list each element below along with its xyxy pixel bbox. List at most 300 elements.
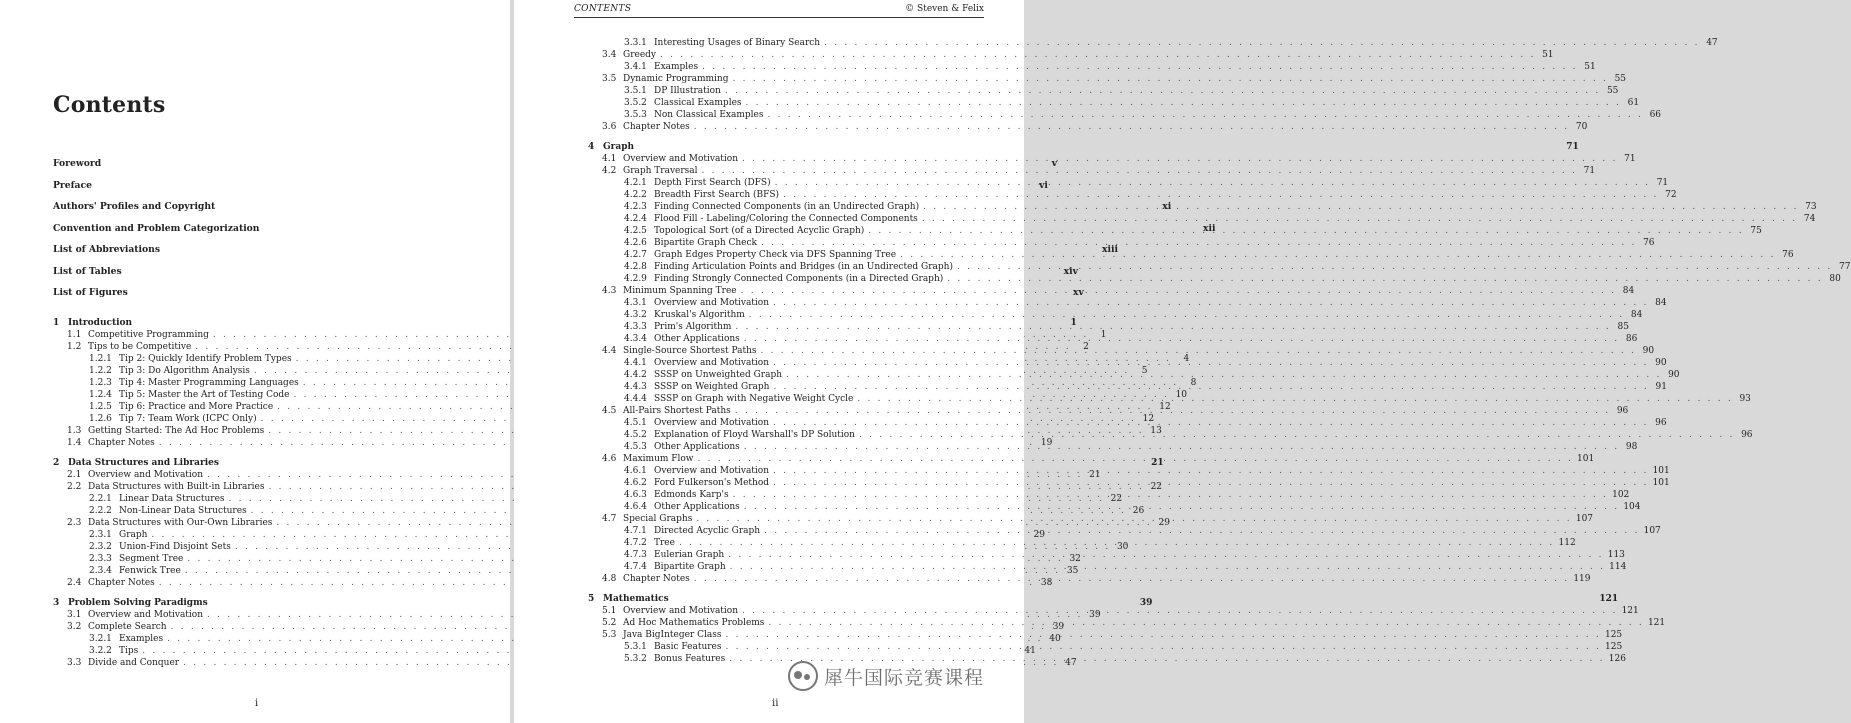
entry-number: 4.2.6 [624,238,647,248]
leader-dots [744,441,1620,453]
leader-dots [733,489,1609,501]
entry-page-number: 47 [1706,38,1718,48]
entry-page-number: 1 [1100,329,1107,340]
entry-number: 2.2.1 [89,493,112,504]
entry-title: Overview and Motivation [654,418,770,428]
entry-page-number: 84 [1622,286,1635,296]
toc-entry[interactable] [588,309,1643,321]
toc-entry[interactable] [588,297,1667,309]
entry-number: 4.4.1 [624,358,647,368]
entry-title: Interesting Usages of Binary Search [654,38,821,48]
entry-number: 1.3 [67,425,82,436]
entry-page-number: xv [1072,287,1084,298]
leader-dots [742,605,1618,617]
toc-entry[interactable] [588,61,1596,73]
leader-dots [694,121,1570,133]
toc-entry[interactable] [588,97,1640,109]
leader-dots [859,429,1735,441]
leader-dots [702,61,1578,73]
entry-page-number: 51 [1584,62,1596,72]
entry-page-number: 72 [1665,190,1677,200]
leader-dots [728,549,1604,561]
entry-title: Tip 3: Do Algorithm Analysis [119,365,250,376]
watermark-text: 犀牛国际竞赛课程 [823,666,984,689]
toc-entry[interactable] [588,237,1655,249]
entry-page-number: xiv [1063,265,1078,277]
entry-title: Tips [119,645,139,656]
entry-page-number: 119 [1573,574,1591,584]
entry-number: 2.3.4 [89,565,112,576]
entry-title: Bipartite Graph [654,562,726,572]
leader-dots [698,453,1574,465]
entry-page-number: 5 [1141,365,1148,376]
entry-title: Overview and Motivation [623,154,739,164]
leader-dots [660,49,1536,61]
entry-number: 1.2.5 [89,401,112,412]
entry-number: 2.4 [67,577,82,588]
entry-title: Segment Tree [119,553,184,564]
entry-title: Other Applications [654,442,740,452]
entry-page-number: 4 [1183,353,1190,364]
entry-number: 1.2.1 [89,353,112,364]
entry-number: 5.2 [602,618,617,628]
entry-number: 4.6.1 [624,466,647,476]
entry-page-number: 21 [1151,457,1164,468]
entry-page-number: 96 [1741,430,1753,440]
leader-dots [735,321,1611,333]
entry-number: 5.1 [602,606,617,616]
entry-page-number: 71 [1624,154,1636,164]
toc-entry[interactable] [588,273,1841,285]
entry-title: Fenwick Tree [119,565,181,576]
entry-title: Linear Data Structures [119,493,225,504]
leader-dots [773,297,1649,309]
leader-dots [900,249,1776,261]
entry-title: List of Tables [53,265,122,277]
entry-title: Directed Acyclic Graph [654,526,761,536]
entry-number: 4.8 [602,574,617,584]
toc-entry[interactable] [588,369,1680,381]
entry-page-number: 22 [1110,493,1123,504]
entry-number: 4.6.2 [624,478,647,488]
entry-title: All-Pairs Shortest Paths [623,406,731,416]
entry-title: Data Structures and Libraries [68,457,219,468]
entry-number: 2.3.2 [89,541,112,552]
entry-title: Overview and Motivation [623,606,739,616]
entry-title: Classical Examples [654,98,742,108]
entry-number: 1.4 [67,437,82,448]
entry-page-number: 55 [1614,74,1627,84]
entry-title: Overview and Motivation [88,469,204,480]
entry-page-number: 101 [1577,454,1595,464]
leader-dots [702,165,1578,177]
entry-title: Prim's Algorithm [654,322,732,332]
entry-title: Tip 4: Master Programming Languages [119,377,299,388]
leader-dots [742,153,1618,165]
entry-title: Ad Hoc Mathematics Problems [623,618,765,628]
entry-title: Breadth First Search (BFS) [654,190,780,200]
entry-number: 3.4 [602,50,617,60]
entry-number: 3.2.2 [89,645,112,656]
entry-number: 2 [53,457,60,468]
leader-dots [735,405,1611,417]
toc-entry[interactable] [588,213,1816,225]
entry-page-number: 76 [1782,250,1794,260]
entry-page-number: 101 [1652,466,1670,476]
entry-number: 4.2.4 [624,214,647,224]
toc-entry[interactable] [588,37,1718,49]
entry-number: 2.2 [67,481,82,492]
entry-title: Authors' Profiles and Copyright [53,201,216,212]
entry-number: 3.6 [602,122,617,132]
entry-title: Overview and Motivation [654,298,770,308]
entry-page-number: 39 [1139,597,1153,608]
entry-title: Chapter Notes [623,122,690,132]
entry-page-number: 80 [1829,274,1841,284]
entry-page-number: 75 [1750,226,1762,236]
leader-dots [773,477,1649,489]
entry-page-number: 77 [1839,262,1851,272]
entry-page-number: 113 [1607,550,1625,560]
wechat-icon [788,661,818,691]
leader-dots [857,393,1733,405]
entry-title: Kruskal's Algorithm [654,310,745,320]
entry-number: 4 [588,142,595,152]
entry-page-number: 112 [1558,538,1576,548]
leader-dots [761,237,1637,249]
entry-title: Tips to be Competitive [88,341,192,352]
entry-page-number: 35 [1066,565,1079,576]
entry-page-number: 66 [1649,110,1662,120]
entry-number: 3.3.1 [624,38,647,48]
entry-page-number: 85 [1617,322,1629,332]
toc-entry[interactable] [588,85,1619,97]
entry-title: Bonus Features [654,654,726,664]
leader-dots [679,537,1555,549]
leader-dots [725,629,1601,641]
entry-number: 5.3.1 [624,642,647,652]
entry-number: 1.2.2 [89,365,112,376]
entry-page-number: xii [1203,222,1216,234]
leader-dots [764,525,1640,537]
entry-title: Non Classical Examples [654,110,764,120]
entry-title: Finding Connected Components (in an Undirected Graph) [654,202,920,212]
entry-page-number: 29 [1033,529,1045,540]
entry-title: Java BigInteger Class [623,630,722,640]
entry-page-number: 21 [1089,469,1101,480]
leader-dots [922,213,1798,225]
leader-dots [749,309,1625,321]
toc-entry[interactable] [588,109,1662,121]
entry-number: 4.6 [602,454,617,464]
entry-number: 3.2.1 [89,633,112,644]
toc-entry[interactable] [588,73,1627,85]
leader-dots [773,381,1649,393]
leader-dots [773,465,1649,477]
toc-entry[interactable] [588,333,1638,345]
toc-entry[interactable] [588,141,1579,153]
entry-number: 4.7.3 [624,550,647,560]
entry-title: Overview and Motivation [654,466,770,476]
toc-entry[interactable] [588,345,1655,357]
entry-title: Data Structures with Built-in Libraries [88,481,265,492]
entry-title: Mathematics [603,594,669,604]
entry-page-number: 121 [1621,606,1639,616]
entry-number: 1.2 [67,341,82,352]
entry-number: 4.3.2 [624,310,647,320]
entry-page-number: 2 [1083,341,1089,352]
entry-page-number: 19 [1040,437,1053,448]
entry-number: 4.3.4 [624,334,647,344]
entry-number: 4.2.8 [624,262,647,272]
leader-dots [746,97,1622,109]
entry-title: Graph Edges Property Check via DFS Spanning Tree [654,250,897,260]
entry-title: Tip 6: Practice and More Practice [119,401,274,412]
entry-title: Overview and Motivation [654,358,770,368]
entry-title: Minimum Spanning Tree [623,286,737,296]
page-number: i [255,698,259,709]
entry-title: Preface [53,179,92,191]
toc-entry[interactable] [588,357,1667,369]
entry-title: Greedy [623,50,656,60]
entry-title: Topological Sort (of a Directed Acyclic Graph) [654,226,865,236]
entry-number: 4.7.2 [624,538,647,548]
entry-title: SSSP on Graph with Negative Weight Cycle [654,394,854,404]
entry-number: 4.2.3 [624,202,647,212]
running-header-title: CONTENTS [574,4,632,14]
toc-entry[interactable] [588,165,1596,177]
running-header [574,4,984,18]
entry-page-number: 121 [1599,594,1619,604]
leader-dots [744,501,1620,513]
entry-page-number: 61 [1627,98,1640,108]
leader-dots [741,285,1617,297]
entry-title: Competitive Programming [88,329,209,340]
entry-number: 2.3.3 [89,553,112,564]
entry-title: Ford Fulkerson's Method [654,478,770,488]
entry-number: 2.3 [67,517,82,528]
entry-title: Non-Linear Data Structures [119,505,247,516]
entry-number: 4.4.3 [624,382,647,392]
entry-title: Graph [119,529,148,540]
entry-page-number: 73 [1805,202,1817,212]
entry-page-number: 98 [1625,442,1638,452]
entry-page-number: 96 [1616,406,1629,416]
entry-page-number: 71 [1583,166,1596,176]
leader-dots [868,222,1744,237]
entry-title: Problem Solving Paradigms [68,597,208,608]
entry-page-number: vi [1039,179,1048,191]
entry-number: 4.2.7 [624,250,647,260]
entry-title: Divide and Conquer [88,657,180,668]
entry-title: Explanation of Floyd Warshall's DP Solution [654,430,855,440]
entry-page-number: 93 [1739,394,1751,404]
entry-number: 3.2 [67,621,82,632]
entry-title: DP Illustration [654,86,721,96]
entry-page-number: 10 [1175,389,1188,400]
entry-number: 1.2.6 [89,413,112,424]
entry-number: 4.2.1 [624,178,647,188]
leader-dots [775,177,1651,189]
toc-entry[interactable] [588,321,1629,333]
entry-title: Examples [654,62,699,72]
entry-page-number: 125 [1605,642,1623,652]
entry-page-number: 22 [1150,481,1163,492]
entry-number: 4.4 [602,346,617,356]
entry-title: Foreword [53,158,102,169]
entry-number: 1.2.3 [89,377,112,388]
leader-dots [947,273,1823,285]
leader-dots [761,345,1637,357]
entry-page-number: 55 [1606,86,1619,96]
leader-dots [730,561,1606,573]
entry-page-number: 74 [1803,214,1816,224]
leader-dots [773,357,1649,369]
entry-number: 3.5 [602,74,617,84]
entry-number: 1 [53,317,60,328]
leader-dots [768,617,1644,629]
entry-number: 5.3.2 [624,654,647,664]
leader-dots [694,573,1570,585]
entry-number: 3.3 [67,657,82,668]
leader-dots [783,189,1659,201]
entry-title: List of Abbreviations [53,244,161,255]
entry-title: Tree [654,538,675,548]
entry-title: Union-Find Disjoint Sets [119,541,231,552]
entry-page-number: 104 [1623,502,1641,512]
entry-title: Getting Started: The Ad Hoc Problems [88,425,265,436]
entry-title: Other Applications [654,502,740,512]
entry-title: Graph [603,142,635,152]
entry-number: 3.5.3 [624,110,647,120]
entry-title: Chapter Notes [88,577,155,588]
entry-title: Graph Traversal [623,166,698,176]
running-header-authors: © Steven & Felix [905,4,984,14]
entry-page-number: 70 [1575,122,1588,132]
entry-number: 4.2.5 [624,226,647,236]
leader-dots [824,37,1700,49]
entry-number: 4.3.3 [624,322,647,332]
entry-page-number: 91 [1655,382,1667,392]
entry-number: 1.2.4 [89,389,112,400]
toc-entry[interactable] [588,381,1667,393]
leader-dots [725,641,1601,653]
entry-title: Tip 2: Quickly Identify Problem Types [119,353,292,364]
entry-title: Basic Features [654,642,722,652]
entry-title: Chapter Notes [88,437,155,448]
entry-number: 4.3 [602,286,617,296]
entry-title: Dynamic Programming [623,74,729,84]
entry-page-number: 107 [1643,526,1661,536]
entry-page-number: 76 [1643,238,1655,248]
entry-title: Other Applications [654,334,740,344]
page-title: Contents [53,92,166,118]
entry-page-number: 86 [1625,334,1638,344]
entry-page-number: 41 [1024,645,1036,656]
leader-dots [773,417,1649,429]
leader-dots [725,85,1601,97]
entry-title: Chapter Notes [623,574,690,584]
entry-page-number: 13 [1150,425,1162,436]
entry-title: Introduction [68,317,133,328]
entry-page-number: 51 [1542,50,1554,60]
entry-title: Maximum Flow [623,454,694,464]
entry-title: Convention and Problem Categorization [53,222,260,234]
entry-page-number: 40 [1049,633,1061,644]
entry-title: Data Structures with Our-Own Libraries [88,517,273,528]
entry-number: 3.5.1 [624,86,647,96]
entry-page-number: 71 [1656,178,1669,188]
entry-page-number: 121 [1647,618,1666,628]
toc-entry[interactable] [588,49,1554,61]
entry-page-number: 90 [1642,346,1655,356]
leader-dots [733,73,1609,85]
entry-number: 2.3.1 [89,529,112,540]
entry-page-number: 90 [1655,358,1667,368]
entry-page-number: 84 [1630,310,1643,320]
entry-page-number: 38 [1040,577,1053,588]
entry-number: 4.7 [602,514,617,524]
entry-number: 3 [53,597,60,608]
page-number: ii [772,698,779,709]
entry-number: 3.4.1 [624,62,647,72]
entry-number: 2.2.2 [89,505,112,516]
entry-number: 4.4.4 [624,394,647,404]
entry-number: 4.1 [602,154,617,164]
entry-page-number: 126 [1608,654,1626,664]
entry-title: Bipartite Graph Check [654,238,757,248]
toc-entry[interactable] [588,189,1677,201]
entry-page-number: 125 [1604,630,1623,640]
entry-title: Special Graphs [623,514,693,524]
entry-page-number: 39 [1052,621,1065,632]
entry-page-number: 1 [1070,317,1077,328]
entry-title: SSSP on Weighted Graph [654,382,770,392]
entry-page-number: 71 [1566,142,1579,152]
entry-title: List of Figures [53,287,128,298]
entry-page-number: 8 [1190,377,1197,388]
entry-page-number: v [1051,158,1058,169]
entry-page-number: xiii [1101,244,1118,255]
toc-entry[interactable] [588,121,1588,133]
entry-number: 4.7.1 [624,526,647,536]
entry-title: Finding Articulation Points and Bridges (in an Undirected Graph) [654,262,953,272]
entry-number: 4.3.1 [624,298,647,308]
watermark [788,661,984,691]
entry-number: 4.5.1 [624,418,647,428]
entry-title: Single-Source Shortest Paths [623,346,757,356]
entry-title: Tip 5: Master the Art of Testing Code [119,389,290,400]
entry-number: 3.5.2 [624,98,647,108]
entry-number: 4.4.2 [624,370,647,380]
leader-dots [786,369,1662,381]
entry-page-number: 96 [1655,418,1667,428]
entry-title: Tip 7: Team Work (ICPC Only) [119,413,257,424]
entry-number: 4.2.9 [624,274,647,284]
entry-page-number: 84 [1655,298,1667,308]
entry-title: Complete Search [88,621,167,632]
entry-page-number: 29 [1158,517,1170,528]
entry-page-number: 12 [1159,401,1171,412]
entry-number: 4.6.4 [624,502,647,512]
entry-number: 4.5.2 [624,430,647,440]
entry-page-number: 102 [1612,490,1630,500]
entry-title: Eulerian Graph [654,550,725,560]
leader-dots [696,513,1572,525]
entry-page-number: 30 [1116,541,1129,552]
toc-entry[interactable] [588,153,1636,165]
entry-number: 4.5.3 [624,442,647,452]
